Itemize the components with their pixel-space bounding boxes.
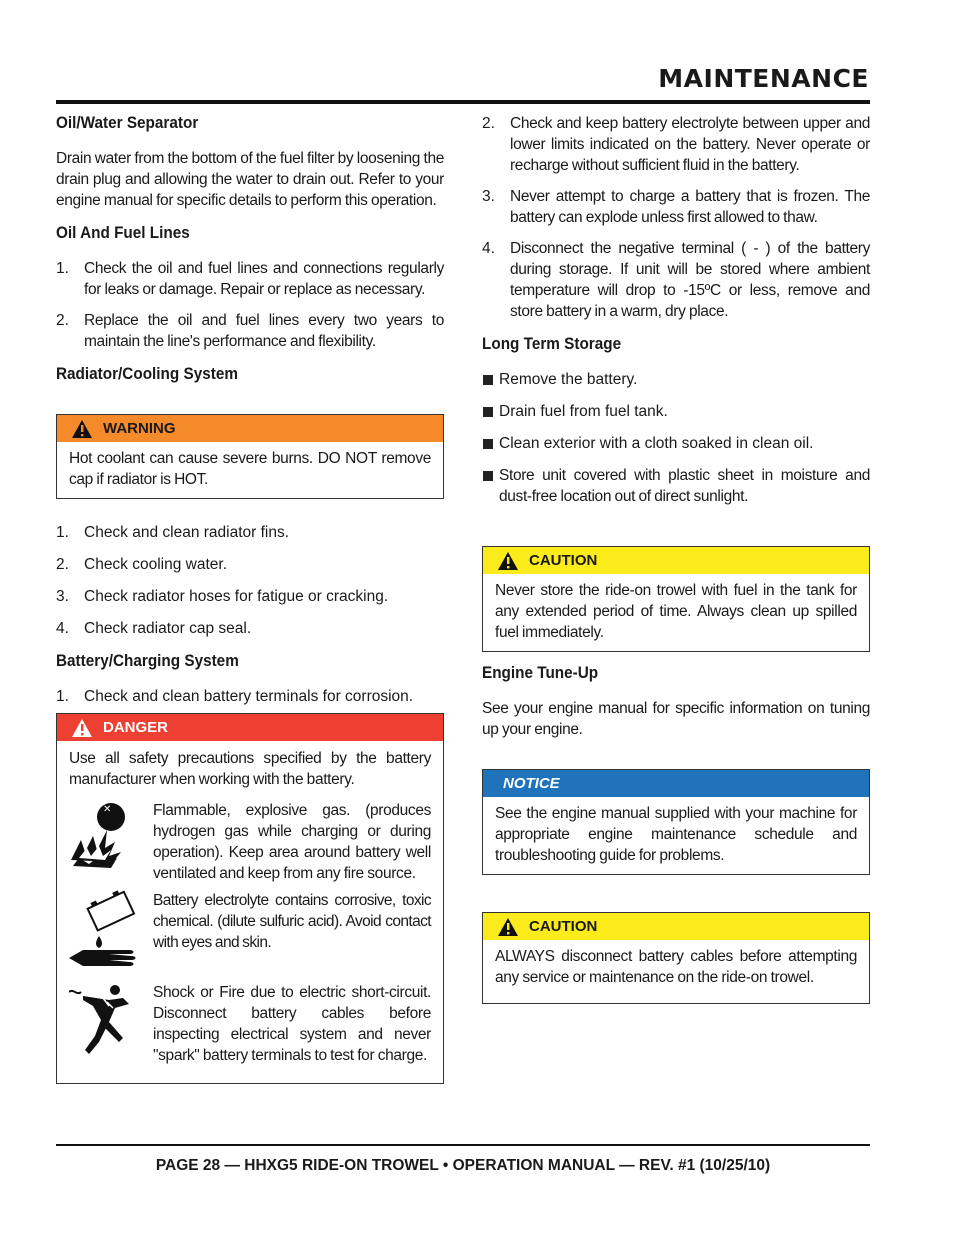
section-heading-oil-fuel: Oil And Fuel Lines <box>56 223 190 242</box>
section-heading-radiator: Radiator/Cooling System <box>56 364 238 383</box>
tune-up-text: See your engine manual for specific information on tuning up your engine. <box>482 700 870 738</box>
notice-box <box>482 769 870 875</box>
bullet-square-icon <box>483 375 493 385</box>
warning-triangle-icon <box>71 718 93 738</box>
page-title: MAINTENANCE <box>658 64 869 93</box>
section-heading-long-term: Long Term Storage <box>482 334 622 353</box>
warning-label: WARNING <box>103 420 176 437</box>
bullet-square-icon <box>483 471 493 481</box>
caution-box <box>482 546 870 652</box>
long-term-list <box>482 369 870 507</box>
hazard-text: Shock or Fire due to electric short-circuit. Disconnect battery cables before inspecting electrical system and never "spark" battery terminals to test for charge. <box>153 984 431 1064</box>
battery-acid-icon <box>69 890 153 974</box>
list-item: 1. Check and clean radiator fins. <box>56 524 290 541</box>
list-item: 3. Never attempt to charge a battery that is frozen. The battery can explode unless first allowed to thaw. <box>482 188 870 226</box>
list-item: Drain fuel from fuel tank. <box>482 401 870 422</box>
section-heading-battery: Battery/Charging System <box>56 651 239 670</box>
right-column <box>482 113 870 1004</box>
list-item: 2. Replace the oil and fuel lines every two years to maintain the line's performance and flexibility. <box>56 312 444 350</box>
notice-text: See the engine manual supplied with your machine for appropriate engine maintenance schedule and troubleshooting guide for problems. <box>495 805 857 864</box>
caution-header <box>483 913 869 940</box>
caution-label: CAUTION <box>529 918 598 935</box>
oil-water-text: Drain water from the bottom of the fuel filter by loosening the drain plug and allowing the water to drain out. Refer to your engine manual for specific details to perform this operation. <box>56 150 444 209</box>
warning-triangle-icon <box>497 917 519 937</box>
section-heading-tune-up: Engine Tune-Up <box>482 663 599 682</box>
svg-text:✕: ✕ <box>103 804 112 815</box>
radiator-list <box>56 522 444 639</box>
caution-header <box>483 547 869 574</box>
list-item: 1. Check the oil and fuel lines and connections regularly for leaks or damage. Repair or replace as necessary. <box>56 260 444 298</box>
hazard-row <box>69 982 431 1066</box>
hazard-row <box>69 800 431 884</box>
hazard-text: Battery electrolyte contains corrosive, toxic chemical. (dilute sulfuric acid). Avoid contact with eyes and skin. <box>153 892 431 951</box>
danger-header <box>57 714 443 741</box>
warning-header <box>57 415 443 442</box>
list-item: Remove the battery. <box>482 369 870 390</box>
footer-rule <box>56 1144 870 1146</box>
danger-label: DANGER <box>103 719 169 736</box>
warning-triangle-icon <box>497 551 519 571</box>
warning-text: Hot coolant can cause severe burns. DO NOT remove cap if radiator is HOT. <box>69 450 431 488</box>
warning-triangle-icon <box>71 419 93 439</box>
left-column <box>56 113 444 1084</box>
caution-text: ALWAYS disconnect battery cables before attempting any service or maintenance on the ride-on trowel. <box>495 948 857 986</box>
danger-intro: Use all safety precautions specified by the battery manufacturer when working with the battery. <box>69 750 431 788</box>
danger-box <box>56 713 444 1084</box>
list-item: 4. Disconnect the negative terminal ( - ) of the battery during storage. If unit will be stored where ambient temperature will drop to -15ºC or less, remove and store battery in a warm, dry place. <box>482 240 870 320</box>
list-item: Store unit covered with plastic sheet in moisture and dust-free location out of direct sunlight. <box>482 465 870 507</box>
electric-shock-icon <box>69 982 153 1066</box>
battery-list <box>56 686 444 707</box>
warning-box <box>56 414 444 499</box>
page-footer: PAGE 28 — HHXG5 RIDE-ON TROWEL • OPERATION MANUAL — REV. #1 (10/25/10) <box>155 1157 771 1174</box>
list-item: Clean exterior with a cloth soaked in clean oil. <box>482 433 870 454</box>
caution-box <box>482 912 870 1004</box>
explosion-icon <box>69 800 153 884</box>
list-item: 2. Check and keep battery electrolyte between upper and lower limits indicated on the battery. Never operate or recharge without sufficient fluid in the battery. <box>482 115 870 174</box>
oil-fuel-list <box>56 258 444 352</box>
hazard-row <box>69 890 431 974</box>
caution-text: Never store the ride-on trowel with fuel in the tank for any extended period of time. Always clean up spilled fuel immediately. <box>495 582 857 641</box>
list-item: 3. Check radiator hoses for fatigue or cracking. <box>56 588 389 605</box>
battery-list-continued <box>482 113 870 322</box>
hazard-text: Flammable, explosive gas. (produces hydrogen gas while charging or during operation). Keep area around battery well ventilated and keep from any fire source. <box>153 802 431 882</box>
bullet-square-icon <box>483 407 493 417</box>
header-rule <box>56 100 870 104</box>
caution-label: CAUTION <box>529 552 598 569</box>
section-heading-oil-water: Oil/Water Separator <box>56 113 199 132</box>
notice-header <box>483 770 869 797</box>
list-item: 1. Check and clean battery terminals for corrosion. <box>56 688 414 705</box>
list-item: 4. Check radiator cap seal. <box>56 620 252 637</box>
bullet-square-icon <box>483 439 493 449</box>
list-item: 2. Check cooling water. <box>56 556 228 573</box>
notice-label: NOTICE <box>503 775 560 792</box>
